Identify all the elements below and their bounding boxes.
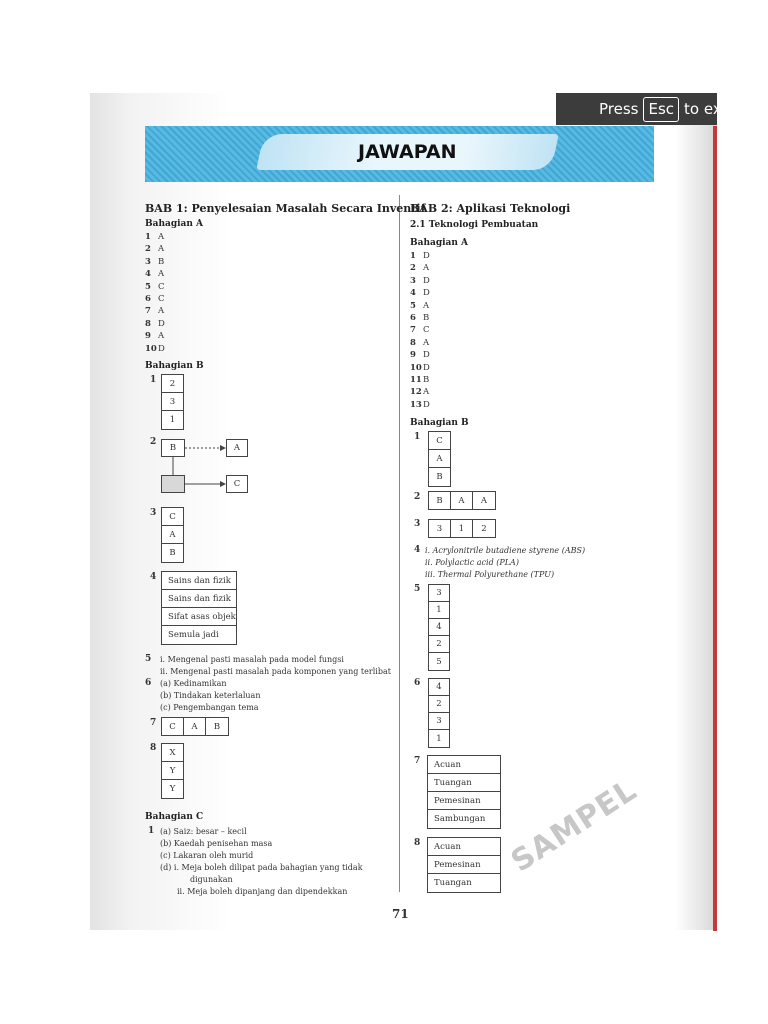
question-number: 7 [150,718,157,728]
box-cell: 2 [429,636,449,653]
bab2-title: BAB 2: Aplikasi Teknologi [410,202,571,215]
list-item: 4 D [410,288,430,299]
box-cell: 3 [162,393,183,411]
answer-box-horizontal [161,717,229,736]
list-item: 8 A [410,337,430,348]
bab2-subtitle: 2.1 Teknologi Pembuatan [410,220,539,230]
box-cell: A [480,495,488,506]
box-cell: 4 [429,679,449,696]
bab2-bahagian-a-label: Bahagian A [410,238,469,248]
list-item: 3 B [145,256,165,267]
answer-text: (d) i. Meja boleh dilipat pada bahagian yang tidak [160,863,363,872]
bab1-bahagian-b-label: Bahagian B [145,361,204,371]
answer-box-vertical [161,507,184,563]
page-number: 71 [392,907,409,921]
page-edge-line [713,126,717,931]
box-cell: Sains dan fizik [162,572,236,590]
box-cell: 2 [429,696,449,713]
box-cell: Pemesinan [428,792,500,810]
answer-text: i. Mengenal pasti masalah pada model fungsi [160,655,344,664]
banner-title-plate [256,134,559,170]
box-cell: Pemesinan [428,856,500,874]
list-item: 1 D [410,251,430,261]
press-text: Press [599,100,639,118]
list-item: 12A [410,387,430,398]
answer-text: (a) Saiz: besar – kecil [160,827,247,836]
list-item: 4 A [145,269,165,280]
diagram-box-c: C [226,475,248,493]
question-number: 8 [150,743,157,753]
question-number: 1 [148,826,155,836]
bab2-bahagian-b-label: Bahagian B [410,418,469,428]
box-cell: Tuangan [434,878,472,888]
list-item: 2 A [410,263,430,274]
answer-text: (a) Kedinamikan [160,679,227,688]
list-item: 3 D [410,275,430,286]
diagram-connectors [160,440,230,495]
box-cell: 1 [169,415,176,425]
question-number: 2 [150,437,157,447]
answer-box-horizontal [428,519,496,538]
bab1-bahagian-c-label: Bahagian C [145,812,204,822]
question-number: 1 [414,432,421,442]
box-cell: 1 [429,602,449,619]
list-item: 13D [410,399,430,410]
box-cell: B [213,721,221,732]
box-cell: A [451,492,473,509]
box-cell: A [162,526,183,544]
arrow-head-icon [220,445,226,451]
box-cell: Tuangan [428,774,500,792]
answer-box-vertical [428,584,450,671]
list-item: 6 B [410,313,430,324]
answer-text: digunakan [190,875,233,884]
box-cell: Sambungan [434,814,486,824]
to-exit-text: to ex [684,100,722,118]
bab1-bahagian-a-label: Bahagian A [145,219,204,229]
answer-box-vertical [161,743,184,799]
box-cell: C [162,508,183,526]
answer-text: ii. Polylactic acid (PLA) [425,558,519,567]
box-cell: Sains dan fizik [162,590,236,608]
column-divider [399,195,400,892]
box-cell: Sifat asas objek [162,608,236,626]
answer-text: (b) Kaedah penisehan masa [160,839,273,848]
sample-watermark: SAMPEL [505,772,644,880]
answer-list [410,250,430,411]
list-item: 10D [410,362,430,373]
list-item: 7 C [410,325,430,336]
box-cell: 4 [429,619,449,636]
answer-text: (c) Pengembangan tema [160,703,259,712]
box-cell: 1 [451,520,473,537]
question-number: 6 [145,678,152,688]
list-item: 1 A [145,232,165,242]
header-banner [145,126,654,182]
list-item: 9 D [410,350,430,361]
list-item: 11B [410,375,430,386]
box-cell: B [429,492,451,509]
answer-box-vertical [427,755,501,829]
box-cell: Semula jadi [168,630,219,640]
list-item: 5 A [410,300,430,311]
box-cell: A [429,450,450,468]
box-cell: A [184,718,206,735]
answer-text: i. Acrylonitrile butadiene styrene (ABS) [425,546,586,555]
bab1-title: BAB 1: Penyelesaian Masalah Secara Inventif [145,202,426,215]
box-cell: B [436,472,443,482]
box-cell: 3 [429,585,449,602]
answer-text: ii. Mengenal pasti masalah pada komponen yang terlibat [160,667,391,676]
esc-key-icon: Esc [643,97,679,122]
list-item: 8 D [145,318,165,329]
question-number: 7 [414,756,421,766]
box-cell: C [429,432,450,450]
page-title: JAWAPAN [358,141,457,163]
question-number: 3 [150,508,157,518]
answer-text: (c) Lakaran oleh murid [160,851,254,860]
box-cell: 1 [436,733,442,744]
question-number: 8 [414,838,421,848]
box-cell: X [162,744,183,762]
box-cell: Y [162,762,183,780]
answer-box-horizontal [428,491,496,510]
box-cell: 2 [162,375,183,393]
answer-list [145,231,165,355]
diagram-box-a: A [226,439,248,457]
answer-text: ii. Meja boleh dipanjang dan dipendekkan [177,887,348,896]
question-number: 2 [414,492,421,502]
list-item: 5 C [145,281,165,292]
box-cell: 5 [436,656,442,667]
answer-text: (b) Tindakan keterlaluan [160,691,261,700]
list-item: 2 A [145,244,165,255]
answer-box-vertical [428,678,450,748]
box-cell: Acuan [428,756,500,774]
box-cell: B [169,548,176,558]
answer-box-vertical [161,374,184,430]
arrow-head-icon [220,481,226,487]
question-number: 4 [414,545,421,555]
question-number: 5 [145,654,152,664]
list-item: 6 C [145,294,165,305]
fullscreen-exit-hint [556,93,722,125]
box-cell: Y [169,784,176,794]
question-number: 4 [150,572,157,582]
question-number: 3 [414,519,421,529]
box-cell: 2 [481,523,487,534]
list-item: 7 A [145,306,165,317]
answer-box-vertical [427,837,501,893]
box-cell: 3 [429,713,449,730]
box-cell: C [162,718,184,735]
list-item: 9 A [145,331,165,342]
answer-box-vertical [428,431,451,487]
question-number: 6 [414,678,421,688]
box-cell: Acuan [428,838,500,856]
question-number: 1 [150,375,157,385]
diagram-box-b: B [161,439,185,457]
answer-text: iii. Thermal Polyurethane (TPU) [425,570,555,579]
answer-box-vertical [161,571,237,645]
box-cell: 3 [429,520,451,537]
list-item: 10D [145,343,165,354]
question-number: 5 [414,584,421,594]
